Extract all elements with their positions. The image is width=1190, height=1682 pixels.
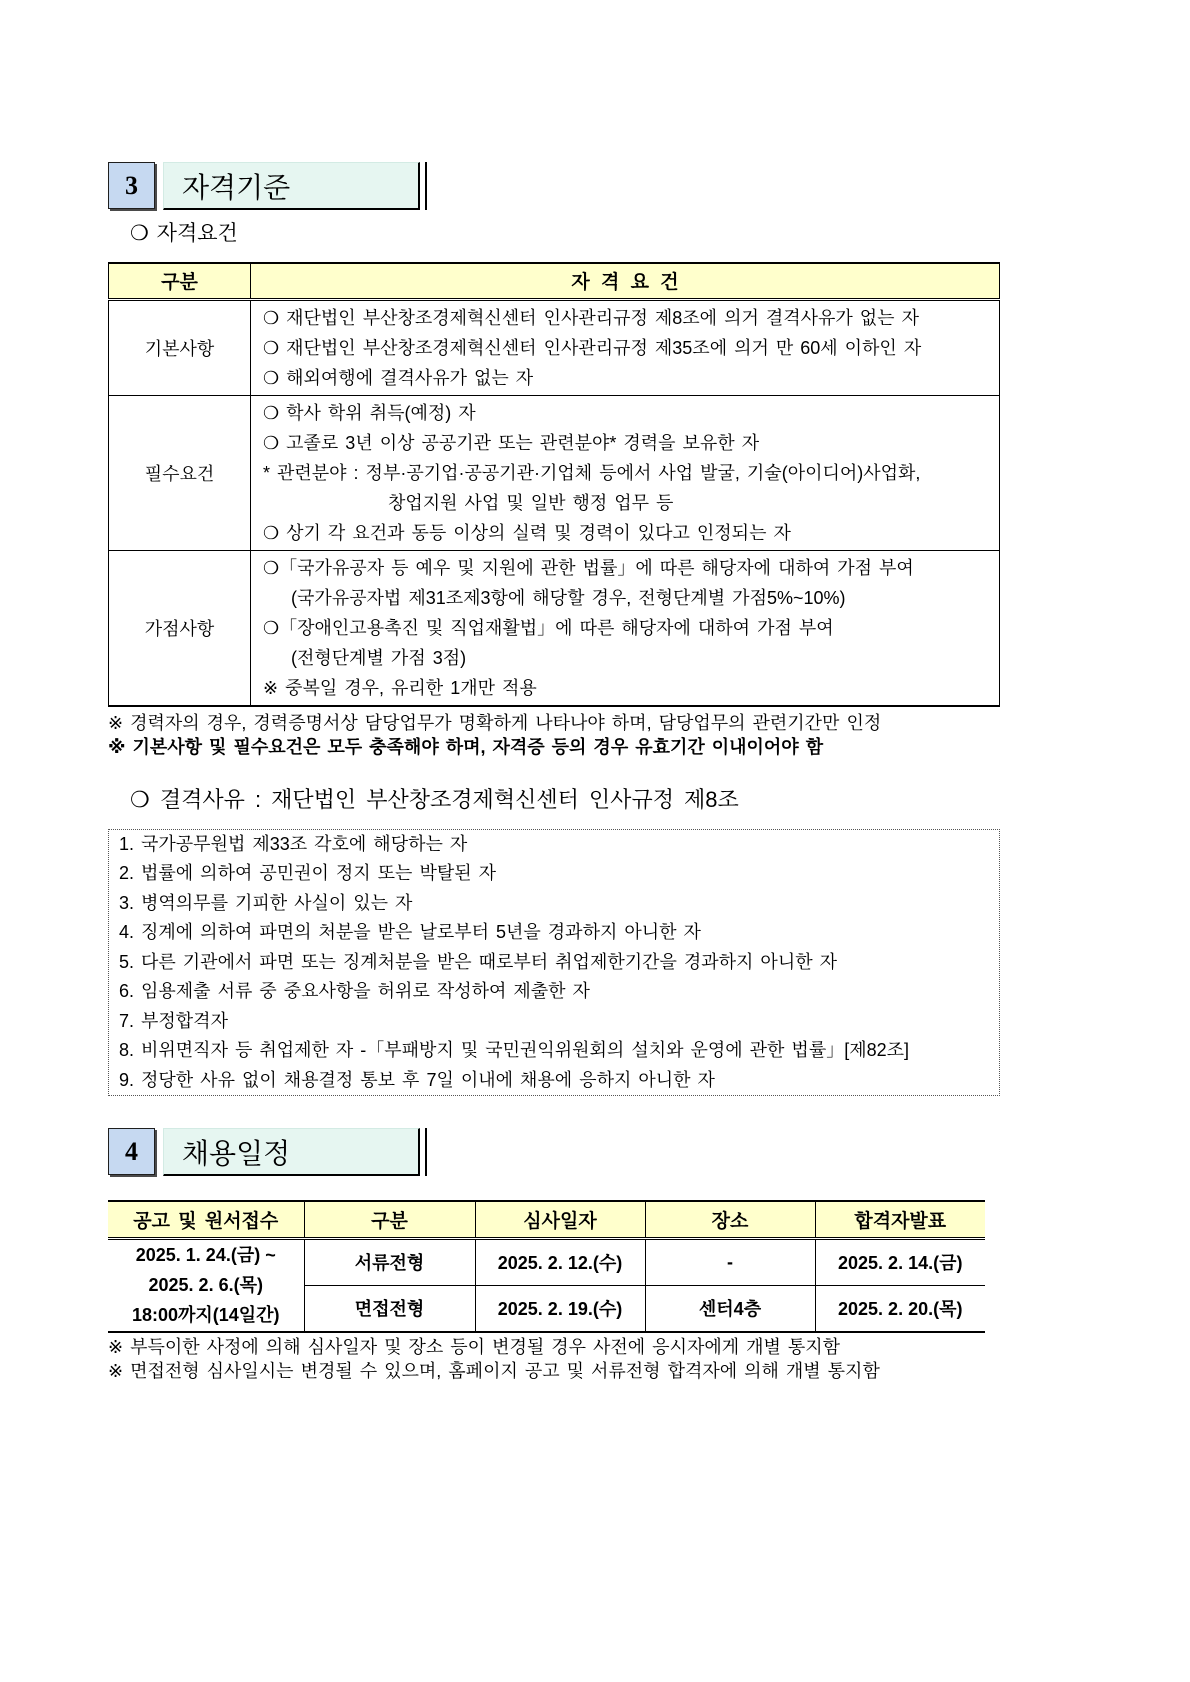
table-header-row [108,1201,985,1238]
period-end: 2025. 2. 6.(목) [148,1275,263,1296]
qualification-table [108,262,1000,707]
list-item: 2. 법률에 의하여 공민권이 정지 또는 박탈된 자 [119,863,497,883]
header-announcement: 합격자발표 [815,1201,985,1238]
list-item: 7. 부정합격자 [119,1010,228,1031]
requirement-note: ※ 중복일 경우, 유리한 1개만 적용 [263,677,537,698]
table-row [108,1238,985,1285]
disqualification-list [108,829,1000,1097]
review-date-cell: 2025. 2. 19.(수) [475,1285,645,1332]
category-cell: 가점사항 [109,550,251,706]
table-body [108,1238,985,1332]
list-item: 6. 임용제출 서류 중 중요사항을 허위로 작성하여 제출한 자 [119,981,590,1001]
place-cell: - [645,1238,815,1285]
header-type: 구분 [304,1201,475,1238]
section-title: 자격기준 [182,171,291,203]
section-number: 3 [108,162,155,209]
requirement-line: ❍ 학사 학위 취득(예정) 자 [263,402,476,423]
requirement-line: ❍ 재단법인 부산창조경제혁신센터 인사관리규정 제8조에 의거 결격사유가 없는 자 [263,307,919,328]
note-line-emphasis: ※ 기본사항 및 필수요건은 모두 충족해야 하며, 자격증 등의 경우 유효기간 이내이어야 함 [108,736,824,757]
category-cell: 기본사항 [109,299,251,395]
schedule-table [108,1200,985,1333]
table-head [109,263,1000,299]
period-deadline: 18:00까지(14일간) [131,1305,280,1326]
table-body [109,299,1000,706]
table-header-row [109,263,1000,299]
list-item: 4. 징계에 의하여 파면의 처분을 받은 날로부터 5년을 경과하지 아니한 자 [119,922,701,942]
application-period-cell [108,1238,304,1332]
section-3-header [108,162,1190,210]
requirement-line: ❍「장애인고용촉진 및 직업재활법」에 따른 해당자에 대하여 가점 부여 [263,617,834,638]
header-requirements: 자 격 요 건 [251,263,1000,299]
list-item: 1. 국가공무원법 제33조 각호에 해당하는 자 [119,833,468,854]
section-4-header [108,1128,1190,1176]
announcement-cell: 2025. 2. 20.(목) [815,1285,985,1332]
section-title-box [163,1128,420,1176]
announcement-cell: 2025. 2. 14.(금) [815,1238,985,1285]
requirements-cell [251,395,1000,550]
requirements-cell [251,299,1000,395]
category-cell: 필수요건 [109,395,251,550]
table-head [108,1201,985,1238]
requirement-line-detail: (국가유공자법 제31조제3항에 해당할 경우, 전형단계별 가점5%~10%) [291,587,846,608]
header-place: 장소 [645,1201,815,1238]
type-cell: 면접전형 [304,1285,475,1332]
note-line: ※ 부득이한 사정에 의해 심사일자 및 장소 등이 변경될 경우 사전에 응시자에게 개별 통지함 [108,1337,841,1357]
table-row [109,550,1000,706]
place-cell: 센터4층 [645,1285,815,1332]
requirement-line-detail: (전형단계별 가점 3점) [291,647,467,668]
requirement-footnote: * 관련분야 : 정부·공기업·공공기관·기업체 등에서 사업 발굴, 기술(아이디어)사업화, [263,462,921,483]
list-item: 8. 비위면직자 등 취업제한 자 -「부패방지 및 국민권익위원회의 설치와 운영에 관한 법률」[제82조] [119,1040,910,1060]
list-item: 5. 다른 기관에서 파면 또는 징계처분을 받은 때로부터 취업제한기간을 경과하지 아니한 자 [119,951,837,972]
requirement-footnote-continued: 창업지원 사업 및 일반 행정 업무 등 [388,492,674,513]
note-line: ※ 경력자의 경우, 경력증명서상 담당업무가 명확하게 나타나야 하며, 담당업무의 관련기간만 인정 [108,712,882,733]
qualification-notes [108,711,1190,759]
requirement-line: ❍ 상기 각 요건과 동등 이상의 실력 및 경력이 있다고 인정되는 자 [263,522,791,543]
table-row [109,395,1000,550]
note-line: ※ 면접전형 심사일시는 변경될 수 있으며, 홈페이지 공고 및 서류전형 합격자에 의해 개별 통지함 [108,1361,880,1381]
section-number: 4 [108,1128,155,1175]
requirement-line: ❍ 고졸로 3년 이상 공공기관 또는 관련분야* 경력을 보유한 자 [263,432,760,453]
list-item: 9. 정당한 사유 없이 채용결정 통보 후 7일 이내에 채용에 응하지 아니한 자 [119,1069,715,1090]
list-item: 3. 병역의무를 기피한 사실이 있는 자 [119,892,413,913]
header-category: 구분 [109,263,251,299]
section-title-box [163,162,420,210]
qualification-heading: ❍ 자격요건 [130,222,238,245]
requirement-line: ❍「국가유공자 등 예우 및 지원에 관한 법률」에 따른 해당자에 대하여 가점 부여 [263,557,914,578]
section-title: 채용일정 [182,1137,291,1169]
requirement-line: ❍ 재단법인 부산창조경제혁신센터 인사관리규정 제35조에 의거 만 60세 이하인 자 [263,337,922,358]
requirement-line: ❍ 해외여행에 결격사유가 없는 자 [263,367,534,388]
period-start: 2025. 1. 24.(금) ~ [135,1245,276,1266]
header-application-period: 공고 및 원서접수 [108,1201,304,1238]
requirements-cell [251,550,1000,706]
header-review-date: 심사일자 [475,1201,645,1238]
table-row [109,299,1000,395]
schedule-notes [108,1335,1190,1383]
disqualification-heading: ❍ 결격사유 : 재단법인 부산창조경제혁신센터 인사규정 제8조 [130,786,739,812]
review-date-cell: 2025. 2. 12.(수) [475,1238,645,1285]
type-cell: 서류전형 [304,1238,475,1285]
